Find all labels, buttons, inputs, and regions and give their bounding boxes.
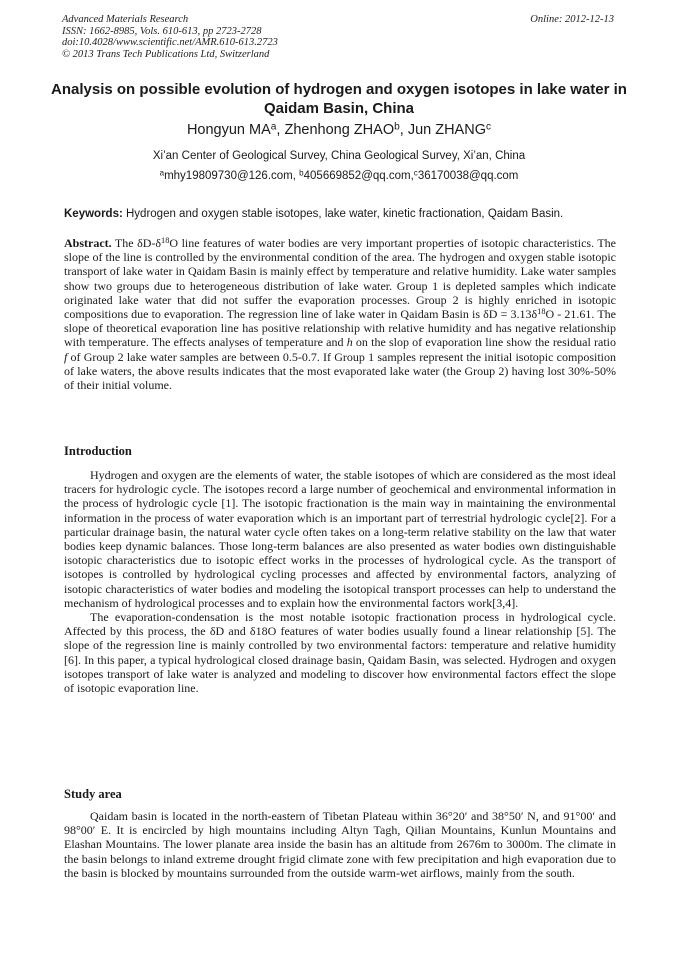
keywords <box>64 208 616 220</box>
email-address: 36170038@qq.com <box>417 170 519 182</box>
keywords-text: Hydrogen and oxygen stable isotopes, lake water, kinetic fractionation, Qaidam Basin. <box>122 208 564 220</box>
email-address: mhy19809730@126.com, <box>164 170 300 182</box>
journal-name: Advanced Materials Research <box>62 14 189 25</box>
paragraph: Hydrogen and oxygen are the elements of water, the stable isotopes of which are considered as the most ideal tracers for hydrologic cycle. The isotopes record a large number of geochemical and environmental information in the process of hydrologic cycle [1]. The isotopic fractionation is the main way in maintaining the environmental information in the process of water evaporation which is an important part of terrestrial hydrologic cycle[2]. For a particular drainage basin, the natural water cycle often takes on a long-term relative stability on the law that water bodies keep dynamic balances. Those long-term balances are also presented as water bodies own distinguishable isotopic characteristics due to isotopic effect works in the processes of hydrological cycle. As the transport of isotopes is controlled by hydrological cycling processes and affected by environmental factors, analyzing of isotopic characteristics of water bodies and modeling the isotopical transport processes can help to understand the mechanism of hydrological processes and to explain how the environmental factors work[3,4]. <box>64 468 616 610</box>
abstract <box>64 236 616 392</box>
keywords-label: Keywords: <box>64 208 123 220</box>
abstract-text: O - 21.61. The slope of theoretical evaporation line has positive relationship with relative humidity and has negative relationship with temperature. The effects analyses of temperature and <box>64 307 616 350</box>
author-emails <box>0 170 678 182</box>
paper-title: Analysis on possible evolution of hydrogen and oxygen isotopes in lake water in Qaidam Basin, China <box>51 81 627 117</box>
doi: doi:10.4028/www.scientific.net/AMR.610-613.2723 <box>62 37 278 48</box>
author-affiliation-mark: a <box>270 121 277 133</box>
author-name: Jun ZHANG <box>407 122 486 138</box>
section-heading-introduction: Introduction <box>64 444 132 458</box>
isotope-superscript: 18 <box>161 236 170 246</box>
email-mark: b <box>299 168 304 178</box>
author-affiliation-mark: b <box>394 121 400 133</box>
author-affiliation-mark: c <box>485 121 492 133</box>
abstract-label: Abstract. <box>64 236 112 250</box>
copyright: © 2013 Trans Tech Publications Ltd, Switzerland <box>62 48 270 60</box>
issn: ISSN: 1662-8985, Vols. 610-613, pp 2723-2728 <box>62 25 262 37</box>
author-name: Zhenhong ZHAO <box>284 122 395 138</box>
variable-h: h <box>346 335 353 350</box>
online-date: Online: 2012-12-13 <box>530 14 614 25</box>
author-name: Hongyun MA <box>186 122 271 138</box>
paragraph: The evaporation-condensation is the most notable isotopic fractionation process in hydrological cycle. Affected by this process, the δD and δ18O features of water bodies usually found a linear relationship [5]. The slope of the regression line is mainly controlled by two environmental factors: temperature and relative humidity [6]. In this paper, a typical hydrological closed drainage basin, Qaidam Basin, was selected. Hydrogen and oxygen isotopes transport of lake water is analyzed and modeling to discover how environmental factors effect the slope of isotopic evaporation line. <box>64 610 616 696</box>
running-header <box>62 14 278 60</box>
abstract-text: on the slop of evaporation line show the residual ratio <box>352 335 616 350</box>
isotope-superscript: 18 <box>537 307 546 317</box>
section-heading-study-area: Study area <box>64 787 122 801</box>
email-mark: a <box>159 168 165 178</box>
paragraph: Qaidam basin is located in the north-eastern of Tibetan Plateau within 36°20′ and 38°50′ N, and 91°00′ and 98°00′ E. It is encircled by high mountains including Altyn Tagh, Qilian Mountains, Kunlun Mountains and Elashan Mountains. The lower planate area inside the basin has an altitude from 2676m to 3000m. The climate in the basin belongs to inland extreme drought frigid climate zone with few precipitation and high evaporation due to the basin is blocked by mountains surrounded from the outside warm-wet airflows, mainly from the south. <box>64 809 616 880</box>
email-address: 405669852@qq.com, <box>303 170 414 182</box>
abstract-text: O line features of water bodies are very important properties of isotopic characteristics. The slope of the line is controlled by the environmental condition of the area. The hydrogen and oxygen stable isotopic transport of lake water in Qaidam Basin is mainly effect by temperature and relative humidity. Lake water samples show two groups due to heterogeneous distribution of lake water. Group 1 is depleted samples which indicate originated lake water that did not suffer the evaporation processes. Group 2 is highly enriched in isotopic compositions due to evaporation. The regression line of lake water in Qaidam Basin is δD = 3.13δ <box>64 236 616 322</box>
author-separator: , <box>276 122 285 138</box>
abstract-text: of Group 2 lake water samples are between 0.5-0.7. If Group 1 samples represent the initial isotopic composition of lake waters, the above results indicates that the most evaporated lake water (the Group 2) having lost 30%-50% of their initial volume. <box>64 349 616 393</box>
study-area-body <box>64 809 616 880</box>
email-mark: c <box>413 168 418 178</box>
abstract-text: The δD-δ <box>111 236 162 250</box>
affiliation: Xi’an Center of Geological Survey, China Geological Survey, Xi’an, China <box>152 150 526 162</box>
author-list <box>0 122 678 138</box>
introduction-body <box>64 468 616 695</box>
variable-f: f <box>64 349 68 364</box>
author-separator: , <box>399 122 408 138</box>
